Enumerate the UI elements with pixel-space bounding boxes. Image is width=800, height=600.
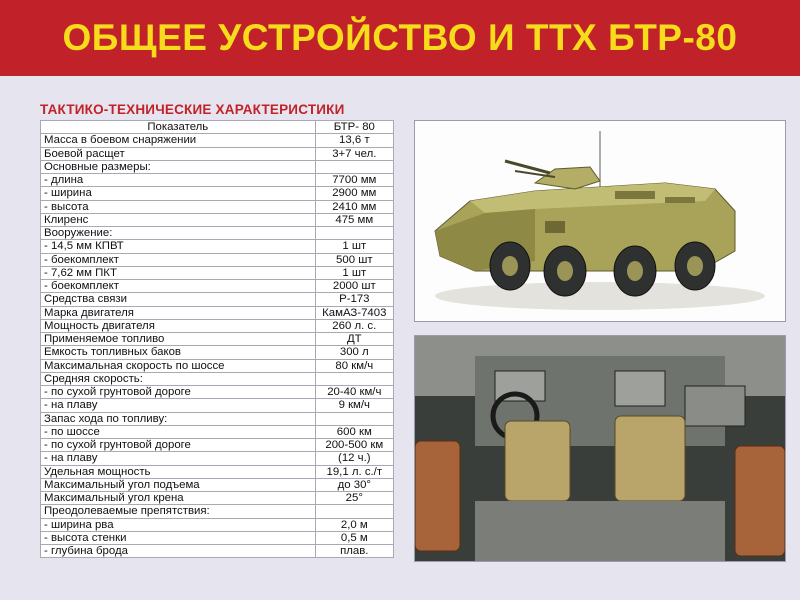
table-row <box>41 465 394 478</box>
table-row <box>41 200 394 213</box>
parameter-cell: Преодолеваемые препятствия: <box>41 505 316 518</box>
table-row <box>41 452 394 465</box>
value-cell: 300 л <box>315 346 393 359</box>
value-cell: 13,6 т <box>315 134 393 147</box>
parameter-cell: - ширина рва <box>41 518 316 531</box>
column-header-value: БТР- 80 <box>315 121 393 134</box>
vehicle-image <box>414 120 786 322</box>
parameter-cell: Максимальный угол крена <box>41 492 316 505</box>
value-cell: 25° <box>315 492 393 505</box>
value-cell: 7700 мм <box>315 174 393 187</box>
parameter-cell: - высота стенки <box>41 531 316 544</box>
parameter-cell: - по сухой грунтовой дороге <box>41 439 316 452</box>
parameter-cell: - на плаву <box>41 399 316 412</box>
value-cell <box>315 505 393 518</box>
interior-image <box>414 335 786 562</box>
value-cell: Р-173 <box>315 293 393 306</box>
parameter-cell: Удельная мощность <box>41 465 316 478</box>
value-cell: 19,1 л. с./т <box>315 465 393 478</box>
table-row <box>41 240 394 253</box>
table-header-row <box>41 121 394 134</box>
crew-compartment-illustration <box>415 336 785 561</box>
table-row <box>41 439 394 452</box>
parameter-cell: - боекомплект <box>41 253 316 266</box>
parameter-cell: Применяемое топливо <box>41 333 316 346</box>
value-cell: 2900 мм <box>315 187 393 200</box>
header-banner <box>0 0 800 76</box>
parameter-cell: Мощность двигателя <box>41 319 316 332</box>
table-row <box>41 227 394 240</box>
parameter-cell: Клиренс <box>41 213 316 226</box>
value-cell: (12 ч.) <box>315 452 393 465</box>
value-cell: 2410 мм <box>315 200 393 213</box>
value-cell <box>315 412 393 425</box>
value-cell <box>315 227 393 240</box>
parameter-cell: - по шоссе <box>41 425 316 438</box>
value-cell: 200-500 км <box>315 439 393 452</box>
parameter-cell: - глубина брода <box>41 545 316 558</box>
value-cell <box>315 372 393 385</box>
value-cell: 475 мм <box>315 213 393 226</box>
parameter-cell: Запас хода по топливу: <box>41 412 316 425</box>
table-row <box>41 478 394 491</box>
table-row <box>41 319 394 332</box>
parameter-cell: Марка двигателя <box>41 306 316 319</box>
value-cell: до 30° <box>315 478 393 491</box>
table-row <box>41 160 394 173</box>
parameter-cell: Средняя скорость: <box>41 372 316 385</box>
table-row <box>41 346 394 359</box>
specs-table <box>40 120 394 558</box>
value-cell <box>315 160 393 173</box>
table-row <box>41 399 394 412</box>
parameter-cell: - по сухой грунтовой дороге <box>41 386 316 399</box>
value-cell: КамАЗ-7403 <box>315 306 393 319</box>
value-cell: 2000 шт <box>315 280 393 293</box>
table-row <box>41 505 394 518</box>
table-row <box>41 306 394 319</box>
parameter-cell: Емкость топливных баков <box>41 346 316 359</box>
table-row <box>41 253 394 266</box>
btr-80-illustration <box>415 121 785 321</box>
parameter-cell: - боекомплект <box>41 280 316 293</box>
table-row <box>41 386 394 399</box>
parameter-cell: Основные размеры: <box>41 160 316 173</box>
table-row <box>41 412 394 425</box>
table-row <box>41 280 394 293</box>
table-row <box>41 147 394 160</box>
table-row <box>41 518 394 531</box>
parameter-cell: Вооружение: <box>41 227 316 240</box>
value-cell: 260 л. с. <box>315 319 393 332</box>
parameter-cell: Максимальная скорость по шоссе <box>41 359 316 372</box>
parameter-cell: - 7,62 мм ПКТ <box>41 266 316 279</box>
value-cell: 9 км/ч <box>315 399 393 412</box>
table-row <box>41 425 394 438</box>
parameter-cell: - ширина <box>41 187 316 200</box>
table-row <box>41 213 394 226</box>
parameter-cell: Максимальный угол подъема <box>41 478 316 491</box>
parameter-cell: - высота <box>41 200 316 213</box>
value-cell: 80 км/ч <box>315 359 393 372</box>
column-header-parameter: Показатель <box>41 121 316 134</box>
value-cell: 20-40 км/ч <box>315 386 393 399</box>
table-row <box>41 333 394 346</box>
value-cell: 0,5 м <box>315 531 393 544</box>
table-row <box>41 293 394 306</box>
specs-table-body <box>41 134 394 558</box>
value-cell: 2,0 м <box>315 518 393 531</box>
table-row <box>41 531 394 544</box>
parameter-cell: Средства связи <box>41 293 316 306</box>
parameter-cell: Боевой расщет <box>41 147 316 160</box>
parameter-cell: - на плаву <box>41 452 316 465</box>
value-cell: 600 км <box>315 425 393 438</box>
page-title: ОБЩЕЕ УСТРОЙСТВО И ТТХ БТР-80 <box>62 17 738 58</box>
table-row <box>41 134 394 147</box>
value-cell: 1 шт <box>315 266 393 279</box>
table-row <box>41 174 394 187</box>
table-row <box>41 545 394 558</box>
table-row <box>41 359 394 372</box>
table-row <box>41 187 394 200</box>
parameter-cell: - длина <box>41 174 316 187</box>
table-row <box>41 492 394 505</box>
table-row <box>41 372 394 385</box>
section-title: ТАКТИКО-ТЕХНИЧЕСКИЕ ХАРАКТЕРИСТИКИ <box>40 102 345 117</box>
value-cell: 3+7 чел. <box>315 147 393 160</box>
parameter-cell: - 14,5 мм КПВТ <box>41 240 316 253</box>
value-cell: 500 шт <box>315 253 393 266</box>
value-cell: плав. <box>315 545 393 558</box>
table-row <box>41 266 394 279</box>
value-cell: ДТ <box>315 333 393 346</box>
parameter-cell: Масса в боевом снаряжении <box>41 134 316 147</box>
value-cell: 1 шт <box>315 240 393 253</box>
